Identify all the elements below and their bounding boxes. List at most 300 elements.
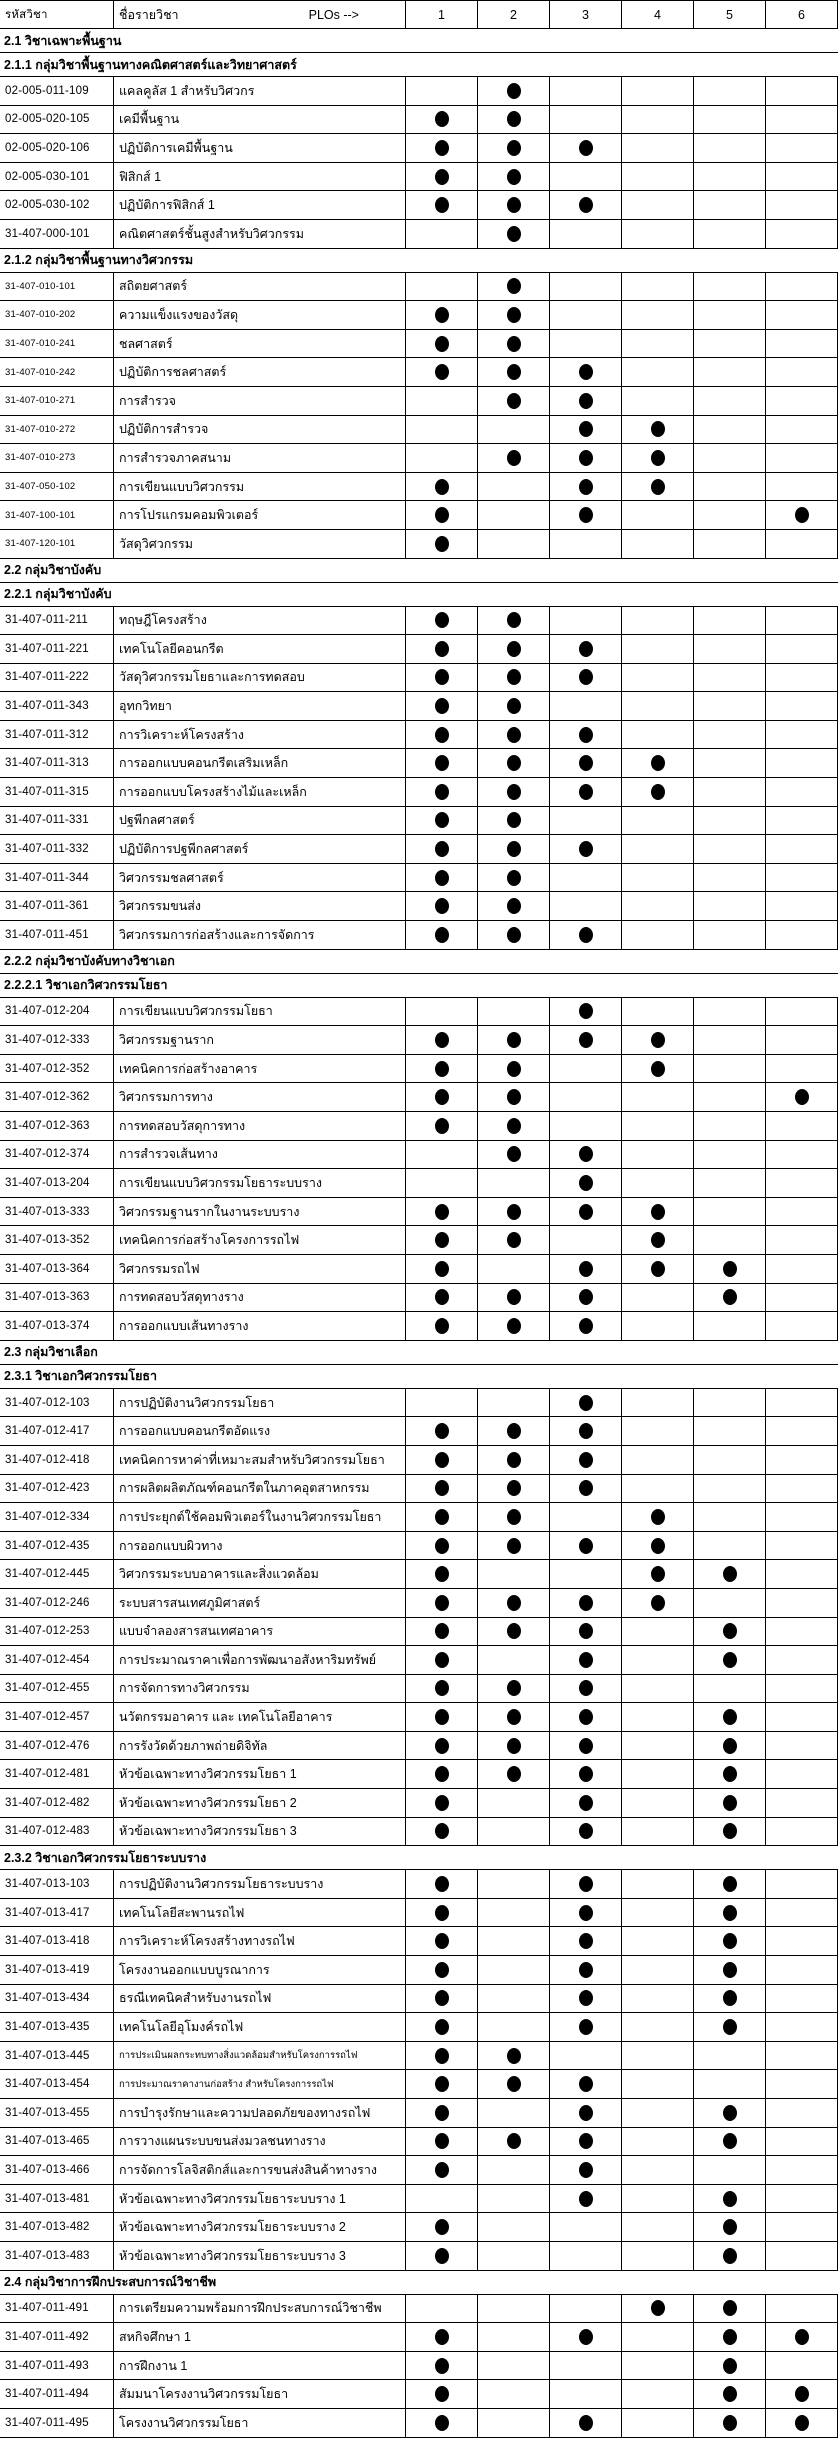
plo-dot — [435, 2329, 449, 2345]
plo-cell-4 — [622, 1646, 694, 1674]
table-row — [0, 1312, 838, 1341]
course-name-cell: การฝึกงาน 1 — [114, 2352, 406, 2380]
plo-dot — [507, 1538, 521, 1554]
plo-cell-1 — [406, 1703, 478, 1731]
plo-cell-4 — [622, 1927, 694, 1955]
section-label: 2.3.2 วิชาเอกวิศวกรรมโยธาระบบราง — [4, 1850, 207, 1865]
plo-dot — [651, 1232, 665, 1248]
course-name-cell: สหกิจศึกษา 1 — [114, 2323, 406, 2351]
plo-cell-4 — [622, 807, 694, 835]
plo-dot — [579, 1680, 593, 1696]
plo-cell-2 — [478, 1818, 550, 1846]
course-code-cell: 31-407-013-483 — [0, 2242, 114, 2270]
plo-cell-5 — [694, 1818, 766, 1846]
plo-dot — [723, 2105, 737, 2121]
plo-cell-1 — [406, 1169, 478, 1197]
plo-cell-2 — [478, 2409, 550, 2437]
course-code-cell: 31-407-012-103 — [0, 1389, 114, 1417]
plo-cell-2 — [478, 1417, 550, 1445]
plo-cell-6 — [766, 134, 838, 162]
plo-dot — [723, 1933, 737, 1949]
table-row — [0, 1956, 838, 1985]
plo-cell-5 — [694, 416, 766, 444]
plo-cell-4 — [622, 387, 694, 415]
plo-dot — [435, 2415, 449, 2431]
table-row — [0, 1055, 838, 1084]
plo-cell-5 — [694, 1675, 766, 1703]
plo-cell-2 — [478, 358, 550, 386]
plo-cell-4 — [622, 835, 694, 863]
plo-cell-3 — [550, 921, 622, 949]
plo-cell-3 — [550, 607, 622, 635]
plo-cell-4 — [622, 191, 694, 219]
course-name-cell: การวิเคราะห์โครงสร้างทางรถไฟ — [114, 1927, 406, 1955]
plo-cell-6 — [766, 1618, 838, 1646]
course-code-cell: 31-407-011-494 — [0, 2380, 114, 2408]
plo-cell-6 — [766, 1818, 838, 1846]
plo-cell-4 — [622, 1112, 694, 1140]
course-code-cell: 31-407-013-352 — [0, 1226, 114, 1254]
plo-cell-3 — [550, 1169, 622, 1197]
plo-cell-2 — [478, 1732, 550, 1760]
course-code-cell: 31-407-012-362 — [0, 1083, 114, 1111]
course-code-cell: 31-407-013-333 — [0, 1198, 114, 1226]
plo-cell-1 — [406, 416, 478, 444]
plo-cell-6 — [766, 1703, 838, 1731]
plo-cell-2 — [478, 330, 550, 358]
course-name-cell: วิศวกรรมการทาง — [114, 1083, 406, 1111]
plo-dot — [435, 2048, 449, 2064]
plo-cell-6 — [766, 163, 838, 191]
plo-cell-3 — [550, 2323, 622, 2351]
plo-cell-4 — [622, 1589, 694, 1617]
plo-cell-6 — [766, 1475, 838, 1503]
plo-cell-5 — [694, 2409, 766, 2437]
plo-dot — [435, 1318, 449, 1334]
plo-cell-4 — [622, 2352, 694, 2380]
plo-cell-1 — [406, 2213, 478, 2241]
table-row — [0, 501, 838, 530]
course-name-cell: การประมาณราคาเพื่อการพัฒนาอสังหาริมทรัพย์ — [114, 1646, 406, 1674]
plo-cell-6 — [766, 2352, 838, 2380]
plo-dot — [579, 841, 593, 857]
course-code-cell: 31-407-010-241 — [0, 330, 114, 358]
plo-cell-6 — [766, 692, 838, 720]
plo-column-number: 3 — [582, 7, 589, 22]
plo-dot — [435, 1204, 449, 1220]
plo-cell-5 — [694, 220, 766, 248]
course-code-cell: 31-407-011-331 — [0, 807, 114, 835]
table-row — [0, 1026, 838, 1055]
plo-cell-4 — [622, 1417, 694, 1445]
plo-cell-5 — [694, 1446, 766, 1474]
plo-cell-6 — [766, 2409, 838, 2437]
plo-cell-6 — [766, 864, 838, 892]
plo-dot — [579, 1289, 593, 1305]
plo-cell-3 — [550, 387, 622, 415]
plo-dot — [795, 1089, 809, 1105]
plo-cell-2 — [478, 2070, 550, 2098]
plo-dot — [507, 841, 521, 857]
table-row — [0, 749, 838, 778]
plo-cell-4 — [622, 220, 694, 248]
plo-cell-2 — [478, 1198, 550, 1226]
plo-cell-1 — [406, 2242, 478, 2270]
plo-cell-3 — [550, 1760, 622, 1788]
table-row — [0, 2156, 838, 2185]
course-name-cell: การออกแบบคอนกรีตเสริมเหล็ก — [114, 749, 406, 777]
plo-cell-1 — [406, 1732, 478, 1760]
plo-dot — [507, 612, 521, 628]
plo-cell-2 — [478, 1646, 550, 1674]
table-row — [0, 864, 838, 893]
plo-dot — [579, 1261, 593, 1277]
plo-dot — [795, 2329, 809, 2345]
plo-cell-2 — [478, 1985, 550, 2013]
course-name-cell: แคลคูลัส 1 สำหรับวิศวกร — [114, 77, 406, 105]
plo-cell-5 — [694, 2128, 766, 2156]
plo-dot — [651, 1509, 665, 1525]
plo-cell-1 — [406, 77, 478, 105]
plo-cell-4 — [622, 163, 694, 191]
course-name-cell: ระบบสารสนเทศภูมิศาสตร์ — [114, 1589, 406, 1617]
plo-cell-5 — [694, 1618, 766, 1646]
course-code-cell: 31-407-011-313 — [0, 749, 114, 777]
plo-cell-2 — [478, 1532, 550, 1560]
plo-dot — [579, 507, 593, 523]
course-code-cell: 31-407-011-343 — [0, 692, 114, 720]
table-row — [0, 416, 838, 445]
course-name-cell: แบบจำลองสารสนเทศอาคาร — [114, 1618, 406, 1646]
course-name-cell: โครงงานออกแบบบูรณาการ — [114, 1956, 406, 1984]
plo-cell-6 — [766, 1255, 838, 1283]
course-name-cell: ปฏิบัติการเคมีพื้นฐาน — [114, 134, 406, 162]
plo-cell-2 — [478, 77, 550, 105]
plo-dot — [507, 1509, 521, 1525]
plo-cell-6 — [766, 1226, 838, 1254]
plo-cell-4 — [622, 2185, 694, 2213]
plo-cell-5 — [694, 1870, 766, 1898]
plo-cell-1 — [406, 1389, 478, 1417]
course-name-cell: เทคโนโลยีอุโมงค์รถไฟ — [114, 2013, 406, 2041]
plo-cell-2 — [478, 721, 550, 749]
plo-cell-2 — [478, 1112, 550, 1140]
course-code-cell: 31-407-013-363 — [0, 1284, 114, 1312]
course-name-cell: สัมมนาโครงงานวิศวกรรมโยธา — [114, 2380, 406, 2408]
plo-dot — [435, 841, 449, 857]
plo-dot — [579, 1990, 593, 2006]
plo-cell-3 — [550, 1985, 622, 2013]
plo-cell-4 — [622, 2295, 694, 2323]
plo-cell-3 — [550, 692, 622, 720]
plo-cell-3 — [550, 1417, 622, 1445]
table-row — [0, 1870, 838, 1899]
plo-cell-2 — [478, 692, 550, 720]
plo-cell-5 — [694, 1083, 766, 1111]
course-name-cell: วิศวกรรมฐานรากในงานระบบราง — [114, 1198, 406, 1226]
section-label: 2.2.1 กลุ่มวิชาบังคับ — [4, 587, 112, 601]
plo-cell-6 — [766, 1870, 838, 1898]
plo-dot — [435, 2133, 449, 2149]
plo-cell-4 — [622, 864, 694, 892]
course-name-cell: การบำรุงรักษาและความปลอดภัยของทางรถไฟ — [114, 2099, 406, 2127]
table-row — [0, 1169, 838, 1198]
course-code-cell: 31-407-012-363 — [0, 1112, 114, 1140]
plo-cell-2 — [478, 1927, 550, 1955]
plo-dot — [723, 2415, 737, 2431]
plo-cell-3 — [550, 220, 622, 248]
course-name-cell: สถิตยศาสตร์ — [114, 273, 406, 301]
plo-cell-3 — [550, 2013, 622, 2041]
plo-cell-2 — [478, 1389, 550, 1417]
plo-cell-5 — [694, 358, 766, 386]
plo-cell-6 — [766, 501, 838, 529]
plo-cell-6 — [766, 1985, 838, 2013]
plo-cell-5 — [694, 1532, 766, 1560]
plo-cell-5 — [694, 1589, 766, 1617]
course-name-cell: การเขียนแบบวิศวกรรมโยธา — [114, 998, 406, 1026]
plo-cell-4 — [622, 1675, 694, 1703]
course-code-cell: 31-407-012-482 — [0, 1789, 114, 1817]
plo-cell-5 — [694, 106, 766, 134]
table-row — [0, 301, 838, 330]
plo-cell-6 — [766, 607, 838, 635]
course-name-cell: การประเมินผลกระทบทางสิ่งแวดล้อมสำหรับโครงการรถไฟ — [114, 2042, 406, 2070]
plo-cell-1 — [406, 749, 478, 777]
plo-dot — [507, 755, 521, 771]
plo-cell-3 — [550, 416, 622, 444]
course-code-cell: 31-407-011-495 — [0, 2409, 114, 2437]
table-row — [0, 1789, 838, 1818]
plo-cell-2 — [478, 1284, 550, 1312]
course-code-cell: 31-407-013-435 — [0, 2013, 114, 2041]
plo-dot — [579, 364, 593, 380]
section-label: 2.2.2 กลุ่มวิชาบังคับทางวิชาเอก — [4, 954, 175, 969]
course-code-cell: 31-407-012-455 — [0, 1675, 114, 1703]
plo-cell-1 — [406, 607, 478, 635]
plo-dot — [435, 111, 449, 127]
plo-cell-4 — [622, 892, 694, 920]
course-code-cell: 31-407-010-271 — [0, 387, 114, 415]
course-code-cell: 02-005-011-109 — [0, 77, 114, 105]
course-name-cell: การสำรวจ — [114, 387, 406, 415]
course-name-cell: เคมีพื้นฐาน — [114, 106, 406, 134]
plo-cell-3 — [550, 864, 622, 892]
table-row — [0, 1703, 838, 1732]
plo-cell-2 — [478, 778, 550, 806]
plo-dot — [723, 1289, 737, 1305]
plo-cell-6 — [766, 2128, 838, 2156]
plo-cell-5 — [694, 1927, 766, 1955]
course-code-cell: 02-005-020-105 — [0, 106, 114, 134]
plo-cell-1 — [406, 2380, 478, 2408]
plo-cell-5 — [694, 1503, 766, 1531]
plo-cell-5 — [694, 1703, 766, 1731]
plo-column-number: 5 — [726, 7, 733, 22]
plo-dot — [795, 2415, 809, 2431]
plo-cell-2 — [478, 1760, 550, 1788]
plo-dot — [507, 336, 521, 352]
plo-cell-2 — [478, 1789, 550, 1817]
course-name-cell: การประมาณราคางานก่อสร้าง สำหรับโครงการรถไฟ — [114, 2070, 406, 2098]
plo-dot — [579, 1423, 593, 1439]
plo-cell-1 — [406, 1055, 478, 1083]
plo-dot — [507, 450, 521, 466]
plo-dot — [435, 140, 449, 156]
course-code-cell: 31-407-013-374 — [0, 1312, 114, 1340]
plo-cell-5 — [694, 77, 766, 105]
plo-cell-6 — [766, 2213, 838, 2241]
table-row — [0, 1732, 838, 1761]
plo-cell-2 — [478, 749, 550, 777]
plo-cell-2 — [478, 1618, 550, 1646]
course-name-cell: การโปรแกรมคอมพิวเตอร์ — [114, 501, 406, 529]
plo-dot — [507, 169, 521, 185]
plo-cell-5 — [694, 1198, 766, 1226]
plo-dot — [435, 898, 449, 914]
plo-cell-5 — [694, 892, 766, 920]
plo-cell-1 — [406, 330, 478, 358]
section-row — [0, 583, 838, 607]
plo-cell-4 — [622, 1985, 694, 2013]
table-row — [0, 330, 838, 359]
plo-cell-1 — [406, 1618, 478, 1646]
plo-cell-3 — [550, 2128, 622, 2156]
plo-dot — [723, 1990, 737, 2006]
plo-dot — [507, 1032, 521, 1048]
plo-dot — [579, 1003, 593, 1019]
plo-cell-6 — [766, 1927, 838, 1955]
table-row — [0, 1446, 838, 1475]
plo-cell-1 — [406, 1789, 478, 1817]
plo-cell-1 — [406, 106, 478, 134]
header-plo-5 — [694, 1, 766, 28]
plo-cell-3 — [550, 2352, 622, 2380]
plo-cell-3 — [550, 473, 622, 501]
plo-cell-5 — [694, 1255, 766, 1283]
course-name-cell: การเขียนแบบวิศวกรรมโยธาระบบราง — [114, 1169, 406, 1197]
plo-cell-5 — [694, 1389, 766, 1417]
plo-cell-4 — [622, 1532, 694, 1560]
table-row — [0, 892, 838, 921]
plo-column-number: 1 — [438, 7, 445, 22]
plo-cell-6 — [766, 807, 838, 835]
table-row — [0, 134, 838, 163]
plo-cell-4 — [622, 692, 694, 720]
course-code-cell: 31-407-012-457 — [0, 1703, 114, 1731]
plo-dot — [651, 450, 665, 466]
plo-cell-2 — [478, 2013, 550, 2041]
course-code-cell: 31-407-013-466 — [0, 2156, 114, 2184]
plo-dot — [435, 1032, 449, 1048]
plo-dot — [579, 197, 593, 213]
plo-cell-3 — [550, 1389, 622, 1417]
plo-cell-1 — [406, 473, 478, 501]
plo-cell-4 — [622, 444, 694, 472]
plo-cell-5 — [694, 2352, 766, 2380]
section-label: 2.4 กลุ่มวิชาการฝึกประสบการณ์วิชาชีพ — [4, 2275, 217, 2290]
plo-dot — [579, 1623, 593, 1639]
plo-cell-2 — [478, 220, 550, 248]
course-name-cell: หัวข้อเฉพาะทางวิศวกรรมโยธา 2 — [114, 1789, 406, 1817]
plo-cell-1 — [406, 2042, 478, 2070]
plo-dot — [579, 2191, 593, 2207]
plo-cell-1 — [406, 1284, 478, 1312]
course-code-cell: 31-407-000-101 — [0, 220, 114, 248]
plo-dot — [579, 2019, 593, 2035]
plo-dot — [579, 1204, 593, 1220]
plo-cell-5 — [694, 1760, 766, 1788]
plo-cell-5 — [694, 330, 766, 358]
plo-cell-6 — [766, 77, 838, 105]
course-code-cell: 31-407-013-454 — [0, 2070, 114, 2098]
plo-dot — [795, 507, 809, 523]
course-code-cell: 31-407-012-334 — [0, 1503, 114, 1531]
plo-dot — [723, 1623, 737, 1639]
plo-dot — [579, 1823, 593, 1839]
plo-cell-1 — [406, 1870, 478, 1898]
section-label: 2.3.1 วิชาเอกวิศวกรรมโยธา — [4, 1369, 158, 1384]
course-code-cell: 31-407-010-101 — [0, 273, 114, 301]
plo-cell-6 — [766, 2380, 838, 2408]
plo-cell-1 — [406, 892, 478, 920]
plo-cell-2 — [478, 607, 550, 635]
plo-cell-1 — [406, 220, 478, 248]
plo-dot — [507, 83, 521, 99]
plo-dot — [507, 1623, 521, 1639]
plo-dot — [435, 2358, 449, 2374]
plo-dot — [579, 727, 593, 743]
plo-cell-2 — [478, 1083, 550, 1111]
course-code-cell: 31-407-050-102 — [0, 473, 114, 501]
plo-cell-4 — [622, 1198, 694, 1226]
plo-cell-2 — [478, 2352, 550, 2380]
plo-cell-6 — [766, 2185, 838, 2213]
plo-dot — [579, 450, 593, 466]
section-row — [0, 950, 838, 974]
plo-cell-5 — [694, 1732, 766, 1760]
course-name-cell: หัวข้อเฉพาะทางวิศวกรรมโยธา 3 — [114, 1818, 406, 1846]
plo-cell-1 — [406, 444, 478, 472]
plo-dot — [435, 870, 449, 886]
plo-cell-4 — [622, 998, 694, 1026]
plo-dot — [579, 2133, 593, 2149]
plo-cell-4 — [622, 778, 694, 806]
plo-dot — [435, 1261, 449, 1277]
plo-cell-5 — [694, 273, 766, 301]
plo-dot — [723, 2329, 737, 2345]
course-name-cell: การออกแบบโครงสร้างไม้และเหล็ก — [114, 778, 406, 806]
plo-cell-6 — [766, 2242, 838, 2270]
plo-cell-2 — [478, 1475, 550, 1503]
plo-cell-1 — [406, 864, 478, 892]
plo-dot — [723, 1766, 737, 1782]
plo-cell-2 — [478, 273, 550, 301]
plo-cell-6 — [766, 416, 838, 444]
table-row — [0, 1226, 838, 1255]
table-row — [0, 1255, 838, 1284]
plo-dot — [507, 364, 521, 380]
plo-cell-6 — [766, 1389, 838, 1417]
plo-dot — [507, 927, 521, 943]
course-name-cell: หัวข้อเฉพาะทางวิศวกรรมโยธา 1 — [114, 1760, 406, 1788]
plo-cell-2 — [478, 835, 550, 863]
course-code-cell: 31-407-012-246 — [0, 1589, 114, 1617]
plo-cell-5 — [694, 530, 766, 558]
plo-dot — [723, 1709, 737, 1725]
plo-dot — [435, 2248, 449, 2264]
plo-cell-6 — [766, 444, 838, 472]
